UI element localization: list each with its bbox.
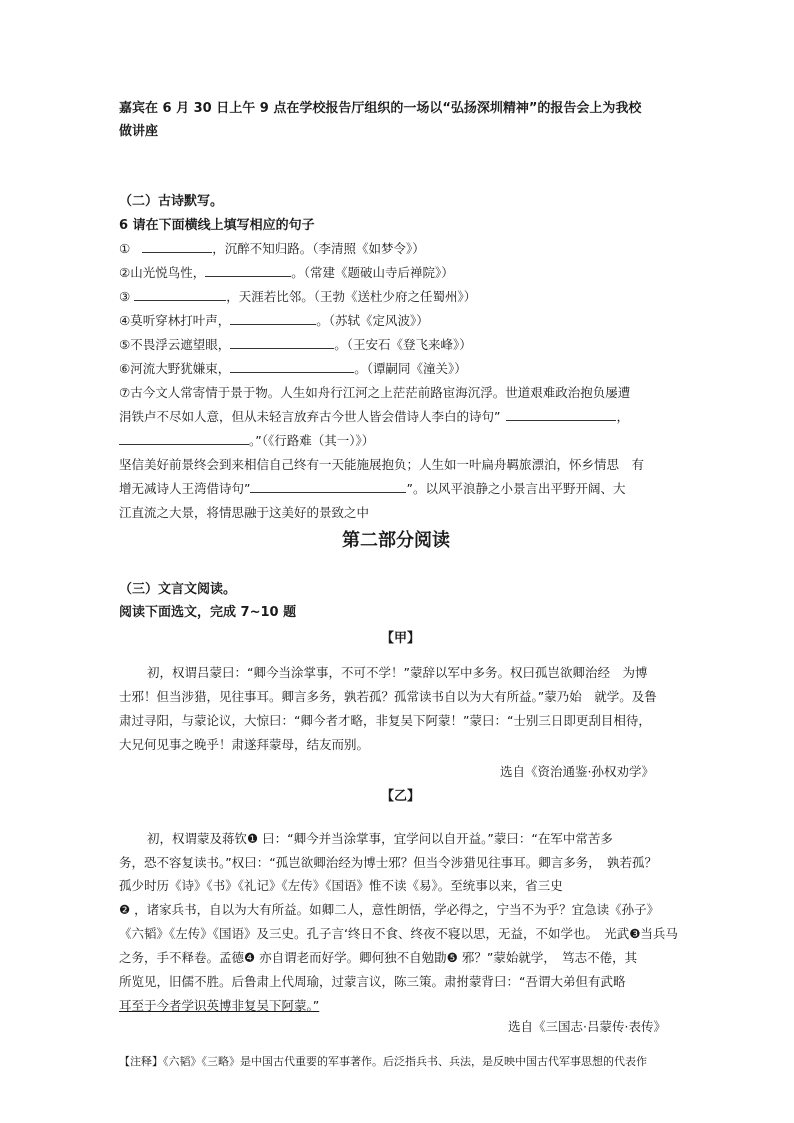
item-prefix: ⑤不畏浮云遮望眼， <box>119 337 231 352</box>
jia-line: 大兄何见事之晚乎！肃遂拜蒙母，结友而别。 <box>119 737 370 752</box>
jia-line: 初，权谓吕蒙曰：“卿今当涂掌事，不可不学！”蒙辞以军中多务。权曰孤岂欲卿治经 为博 <box>147 665 648 680</box>
jia-line: 肃过寻阳，与蒙论议，大惊曰：“卿今者才略，非复吴下阿蒙！”蒙曰：“士别三日即更刮目相待， <box>119 713 651 728</box>
answer-blank[interactable] <box>506 408 616 421</box>
item-after: 。（苏轼《定风波》） <box>316 313 429 328</box>
item-after: 。（谭嗣同《潼关》） <box>354 361 467 376</box>
item-7-text: 涓铁卢不尽如人意，但从未轻言放弃古今世人皆会借诗人李白的诗句” <box>119 409 501 424</box>
item-prefix: ⑥河流大野犹嫌束， <box>119 361 231 376</box>
answer-blank[interactable] <box>250 480 406 493</box>
poetry-item-7-line-5 <box>119 479 625 497</box>
yi-source: 选自《三国志·吕蒙传·表传》 <box>508 1019 666 1034</box>
answer-blank[interactable] <box>119 432 249 445</box>
jia-source: 选自《资治通鉴·孙权劝学》 <box>500 764 654 779</box>
answer-blank[interactable] <box>134 288 226 301</box>
yi-line: 之务，手不释卷。孟德❹ 亦自谓老而好学。卿何独不自勉勖❺ 邪？”蒙始就学， 笃志不倦，其 <box>119 950 638 965</box>
item-7-comma: ， <box>616 409 629 424</box>
part-title: 第二部分阅读 <box>342 530 450 551</box>
poetry-item-2 <box>119 263 454 281</box>
poetry-item-1 <box>119 239 425 257</box>
item-prefix: ① <box>119 241 131 256</box>
intro-line-1: 嘉宾在 6 月 30 日上午 9 点在学校报告厅组织的一场以“弘扬深圳精神”的报告会上为我校 <box>119 101 642 116</box>
item-prefix: ②山光悦鸟性， <box>119 265 206 280</box>
poetry-item-7-line-1: ⑦古今文人常寄情于景于物。人生如舟行江河之上茫茫前路宦海沉浮。世道艰难政治抱负屡遭 <box>119 385 631 400</box>
answer-blank[interactable] <box>142 240 212 253</box>
jia-line: 士邪！但当涉猎，见往事耳。卿言多务，孰若孤？孤常读书自以为大有所益。”蒙乃始 就学。及鲁 <box>119 689 657 704</box>
poetry-item-7-line-4: 坚信美好前景终会到来相信自己终有一天能施展抱负；人生如一叶扁舟羁旅漂泊，怀乡情思 有 <box>119 457 645 472</box>
item-after: ，沉醉不知归路。（李清照《如梦令》） <box>212 241 425 256</box>
poetry-heading: （二）古诗默写。 <box>119 194 224 209</box>
item-prefix: ③ <box>119 289 131 304</box>
item-after: 。（王安石《登飞来峰》） <box>334 337 472 352</box>
yi-line: 初，权谓蒙及蒋钦❶ 曰：“卿今并当涂掌事，宜学问以自开益。”蒙曰：“在军中常苦多 <box>147 831 613 846</box>
passage-jia-label: 【甲】 <box>381 631 421 646</box>
passage-yi-label: 【乙】 <box>381 789 421 804</box>
poetry-item-6 <box>119 359 467 377</box>
classical-heading: （三）文言文阅读。 <box>119 582 237 597</box>
intro-line-2: 做讲座 <box>119 124 159 139</box>
poetry-item-7-line-3 <box>119 431 374 449</box>
poetry-item-3 <box>119 287 476 305</box>
yi-line: ❷ ，诸家兵书，自以为大有所益。如卿二人，意性朗悟，学必得之，宁当不为乎？宜急读《孙子》 <box>119 902 660 917</box>
poetry-question: 6 请在下面横线上填写相应的句子 <box>119 218 315 233</box>
poetry-item-7-line-6: 江直流之大景，将情思融于这美好的景致之中 <box>119 505 370 520</box>
poetry-item-7-line-2 <box>119 407 629 425</box>
answer-blank[interactable] <box>230 312 316 325</box>
item-after: 。（常建《题破山寺后禅院》） <box>291 265 454 280</box>
yi-line: 所览见，旧儒不胜。后鲁肃上代周瑜，过蒙言议，陈三策。肃拊蒙背曰：“吾谓大弟但有武略 <box>119 974 626 989</box>
poetry-item-4 <box>119 311 429 329</box>
annotation-note: 【注释】《六韬》《三略》是中国古代重要的军事著作。后泛指兵书、兵法，是反映中国古代军事思想的代表作 <box>119 1055 647 1068</box>
poetry-item-5 <box>119 335 472 353</box>
item-7-text: ”。以风平浪静之小景言出平野开阔、大 <box>406 481 626 496</box>
yi-line: 《六韬》《左传》《国语》及三史。孔子言‘终日不食、终夜不寝以思，无益，不如学也。 光武❸当兵马 <box>119 926 678 941</box>
classical-instruction: 阅读下面选文，完成 7~10 题 <box>119 605 297 620</box>
yi-line-underlined: 耳至于今者学识英博非复吴下阿蒙。” <box>119 998 320 1013</box>
yi-line: 务，恐不容复读书。”权曰：“孤岂欲卿治经为博士邪？但当令涉猎见往事耳。卿言多务， 孰若孤？ <box>119 855 657 870</box>
item-7-source: 。”（《行路难（其一）》） <box>249 433 375 448</box>
item-prefix: ④莫听穿林打叶声， <box>119 313 231 328</box>
answer-blank[interactable] <box>205 264 291 277</box>
yi-line: 孤少时历《诗》《书》《礼记》《左传》《国语》惟不读《易》。至统事以来，省三史 <box>119 878 563 893</box>
item-7-text: 增无减诗人王湾借诗句” <box>119 481 251 496</box>
answer-blank[interactable] <box>230 360 354 373</box>
item-after: ，天涯若比邻。（王勃《送杜少府之任蜀州》） <box>226 289 477 304</box>
answer-blank[interactable] <box>230 336 334 349</box>
